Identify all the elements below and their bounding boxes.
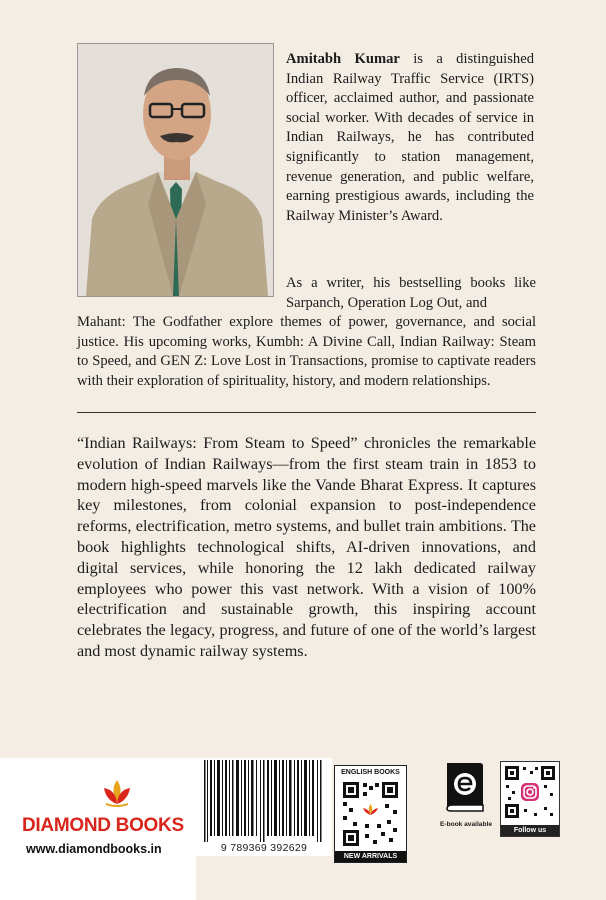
qr-card-footer: NEW ARRIVALS <box>335 851 406 862</box>
follow-us-qr[interactable] <box>500 761 560 837</box>
author-bio-intro-text: is a distinguished Indian Railway Traffic Service (IRTS) officer, acclaimed author, and passionate social worker. With decades of service in Indian Railways, he has contributed significantly to station management, revenue generation, and public welfare, earning prestigious awards, including the Railway Minister’s Award. <box>286 51 534 224</box>
author-portrait-illustration <box>78 44 273 296</box>
ebook-label: E-book available <box>439 821 493 828</box>
isbn-number: 9 789369 392629 <box>220 842 308 854</box>
author-name: Amitabh Kumar <box>286 51 400 67</box>
english-books-qr[interactable] <box>334 765 407 863</box>
section-divider <box>77 412 536 413</box>
back-cover-footer <box>0 758 606 900</box>
author-bio-writer-first: As a writer, his bestselling books like Sarpanch, Operation Log Out, and <box>286 275 536 311</box>
ebook-icon[interactable] <box>444 761 486 813</box>
author-bio-writer <box>77 274 536 392</box>
qr-code-icon <box>341 780 400 848</box>
book-blurb: “Indian Railways: From Steam to Speed” chronicles the remarkable evolution of Indian Railways—from the first steam train in 1853 to modern high-speed marvels like the Vande Bharat Express. It captures key milestones, from colonial expansion to post-independence reforms, electrification, metro systems, and bullet train ambitions. The book highlights technological shifts, AI-driven innovations, and digital services, while honoring the 12 lakh dedicated railway employees who power this vast network. With a vision of 100% electrification and sustainable growth, this inspiring account celebrates the legacy, progress, and future of one of the world’s largest and most dynamic railway systems. <box>77 434 536 660</box>
publisher-logo-panel <box>0 758 196 900</box>
qr-card-header: ENGLISH BOOKS <box>341 769 400 776</box>
barcode-icon <box>202 760 324 842</box>
author-bio-writer-rest: Mahant: The Godfather explore themes of power, governance, and social justice. His upcoming works, Kumbh: A Divine Call, Indian Railway: Steam to Speed, and GEN Z: Love Lost in Transactions, promise to captivate readers with their exploration of spirituality, history, and modern relationships. <box>77 314 536 389</box>
author-bio-intro <box>286 50 534 226</box>
author-photo <box>77 43 274 297</box>
instagram-qr-icon <box>504 765 556 819</box>
lotus-icon <box>100 778 134 808</box>
publisher-website[interactable]: www.diamondbooks.in <box>26 842 162 856</box>
publisher-brand: DIAMOND BOOKS <box>22 815 184 836</box>
follow-us-label: Follow us <box>501 825 559 836</box>
isbn-barcode <box>196 758 332 856</box>
